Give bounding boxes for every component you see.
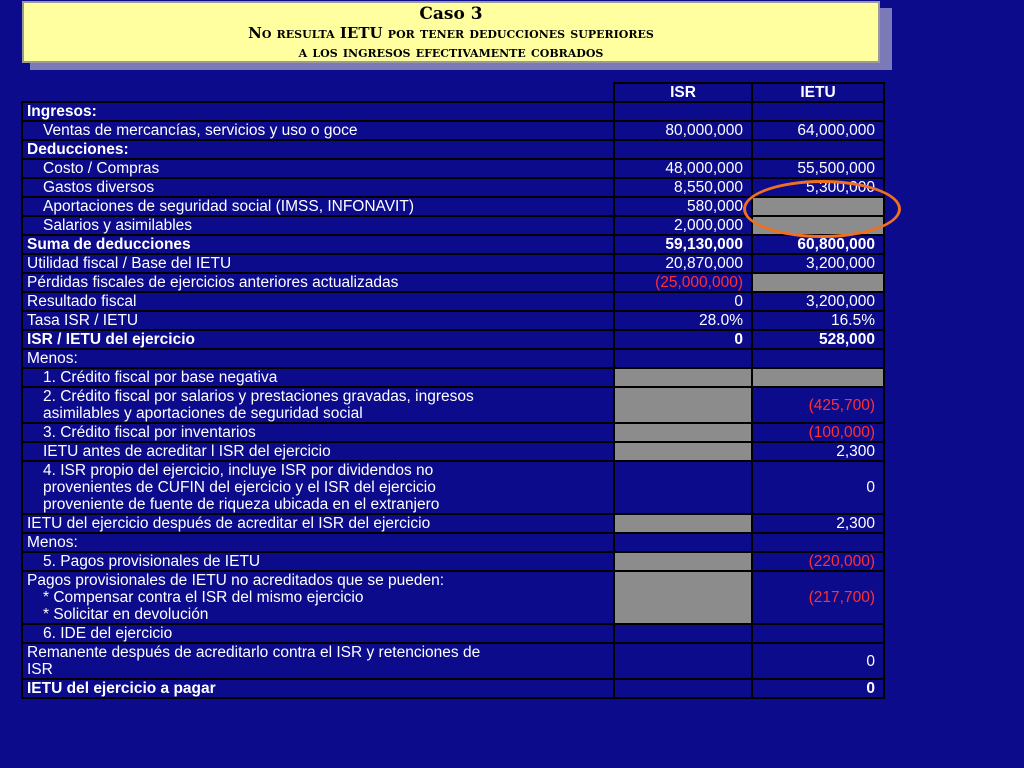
isr-value: 580,000 [614,197,752,216]
table-row [22,514,884,533]
ietu-value: 5,300,000 [752,178,884,197]
table-row [22,292,884,311]
row-label: Aportaciones de seguridad social (IMSS, INFONAVIT) [22,197,614,216]
case-subtitle-line2: a los ingresos efectivamente cobrados [298,43,604,61]
row-label: 5. Pagos provisionales de IETU [22,552,614,571]
row-label: 1. Crédito fiscal por base negativa [22,368,614,387]
ietu-value: 3,200,000 [752,292,884,311]
isr-value: (25,000,000) [614,273,752,292]
table-row [22,311,884,330]
table-row [22,330,884,349]
header-ietu: IETU [752,83,884,102]
ietu-value: 528,000 [752,330,884,349]
row-label: Ingresos: [22,102,614,121]
table-row [22,679,884,698]
row-label: Resultado fiscal [22,292,614,311]
isr-value: 48,000,000 [614,159,752,178]
gray-cell [614,423,752,442]
ietu-value: 0 [752,461,884,514]
table-row [22,387,884,423]
isr-value: 28.0% [614,311,752,330]
isr-value: 20,870,000 [614,254,752,273]
ietu-value: (217,700) [752,571,884,624]
table-row [22,159,884,178]
ietu-value: (220,000) [752,552,884,571]
header-blank [22,83,614,102]
row-label-line1: Remanente después de acreditarlo contra el ISR y retenciones de [27,644,481,661]
ietu-value: (425,700) [752,387,884,423]
header-isr: ISR [614,83,752,102]
table-row [22,235,884,254]
case-title: Caso 3 [419,4,483,24]
row-label: Costo / Compras [22,159,614,178]
row-label-line1: Pagos provisionales de IETU no acreditados que se pueden: [27,572,445,589]
row-label: IETU antes de acreditar l ISR del ejercicio [22,442,614,461]
table-row [22,571,884,624]
table-row [22,643,884,679]
row-label-line2: asimilables y aportaciones de seguridad social [43,405,363,422]
ietu-value: (100,000) [752,423,884,442]
isr-value: 59,130,000 [614,235,752,254]
table-row [22,102,884,121]
table-row [22,140,884,159]
row-label: Utilidad fiscal / Base del IETU [22,254,614,273]
row-label: Ventas de mercancías, servicios y uso o goce [22,121,614,140]
isr-value: 80,000,000 [614,121,752,140]
table-row [22,442,884,461]
table-row [22,349,884,368]
gray-cell [752,216,884,235]
table-row [22,178,884,197]
gray-cell [614,514,752,533]
table-row [22,121,884,140]
table-row [22,624,884,643]
isr-value: 0 [614,292,752,311]
row-label: Suma de deducciones [22,235,614,254]
row-label [22,387,614,423]
row-label: IETU del ejercicio a pagar [22,679,614,698]
row-label: Salarios y asimilables [22,216,614,235]
gray-cell [752,273,884,292]
table-row [22,216,884,235]
table-row [22,533,884,552]
ietu-table [21,82,885,699]
title-box [22,1,880,63]
isr-value: 2,000,000 [614,216,752,235]
table-row [22,273,884,292]
ietu-value: 55,500,000 [752,159,884,178]
table-row [22,368,884,387]
table-row [22,552,884,571]
row-label-line3: proveniente de fuente de riqueza ubicada en el extranjero [43,496,440,513]
row-label-line3: * Solicitar en devolución [43,606,209,623]
ietu-value: 0 [752,679,884,698]
table-row [22,423,884,442]
row-label: 6. IDE del ejercicio [22,624,614,643]
gray-cell [614,552,752,571]
isr-value: 8,550,000 [614,178,752,197]
row-label-line1: 4. ISR propio del ejercicio, incluye ISR por dividendos no [43,462,434,479]
table-row [22,254,884,273]
gray-cell [752,197,884,216]
ietu-value: 0 [752,643,884,679]
ietu-value: 2,300 [752,442,884,461]
ietu-value: 64,000,000 [752,121,884,140]
row-label: ISR / IETU del ejercicio [22,330,614,349]
table-row [22,461,884,514]
gray-cell [614,387,752,423]
gray-cell [614,368,752,387]
table-header-row [22,83,884,102]
row-label-line2: ISR [27,661,53,678]
row-label: Pérdidas fiscales de ejercicios anteriores actualizadas [22,273,614,292]
gray-cell [614,442,752,461]
row-label [22,643,614,679]
row-label-line2: provenientes de CUFIN del ejercicio y el ISR del ejercicio [43,479,436,496]
ietu-value: 16.5% [752,311,884,330]
row-label [22,571,614,624]
row-label: Tasa ISR / IETU [22,311,614,330]
ietu-value: 3,200,000 [752,254,884,273]
table-row [22,197,884,216]
isr-value: 0 [614,330,752,349]
case-subtitle-line1: No resulta IETU por tener deducciones superiores [248,24,654,42]
ietu-value: 2,300 [752,514,884,533]
row-label: Menos: [22,349,614,368]
row-label-line2: * Compensar contra el ISR del mismo ejercicio [43,589,364,606]
row-label [22,461,614,514]
ietu-value: 60,800,000 [752,235,884,254]
row-label: IETU del ejercicio después de acreditar el ISR del ejercicio [22,514,614,533]
gray-cell [614,571,752,624]
row-label: 3. Crédito fiscal por inventarios [22,423,614,442]
row-label-line1: 2. Crédito fiscal por salarios y prestaciones gravadas, ingresos [43,388,474,405]
row-label: Menos: [22,533,614,552]
gray-cell [752,368,884,387]
row-label: Gastos diversos [22,178,614,197]
row-label: Deducciones: [22,140,614,159]
